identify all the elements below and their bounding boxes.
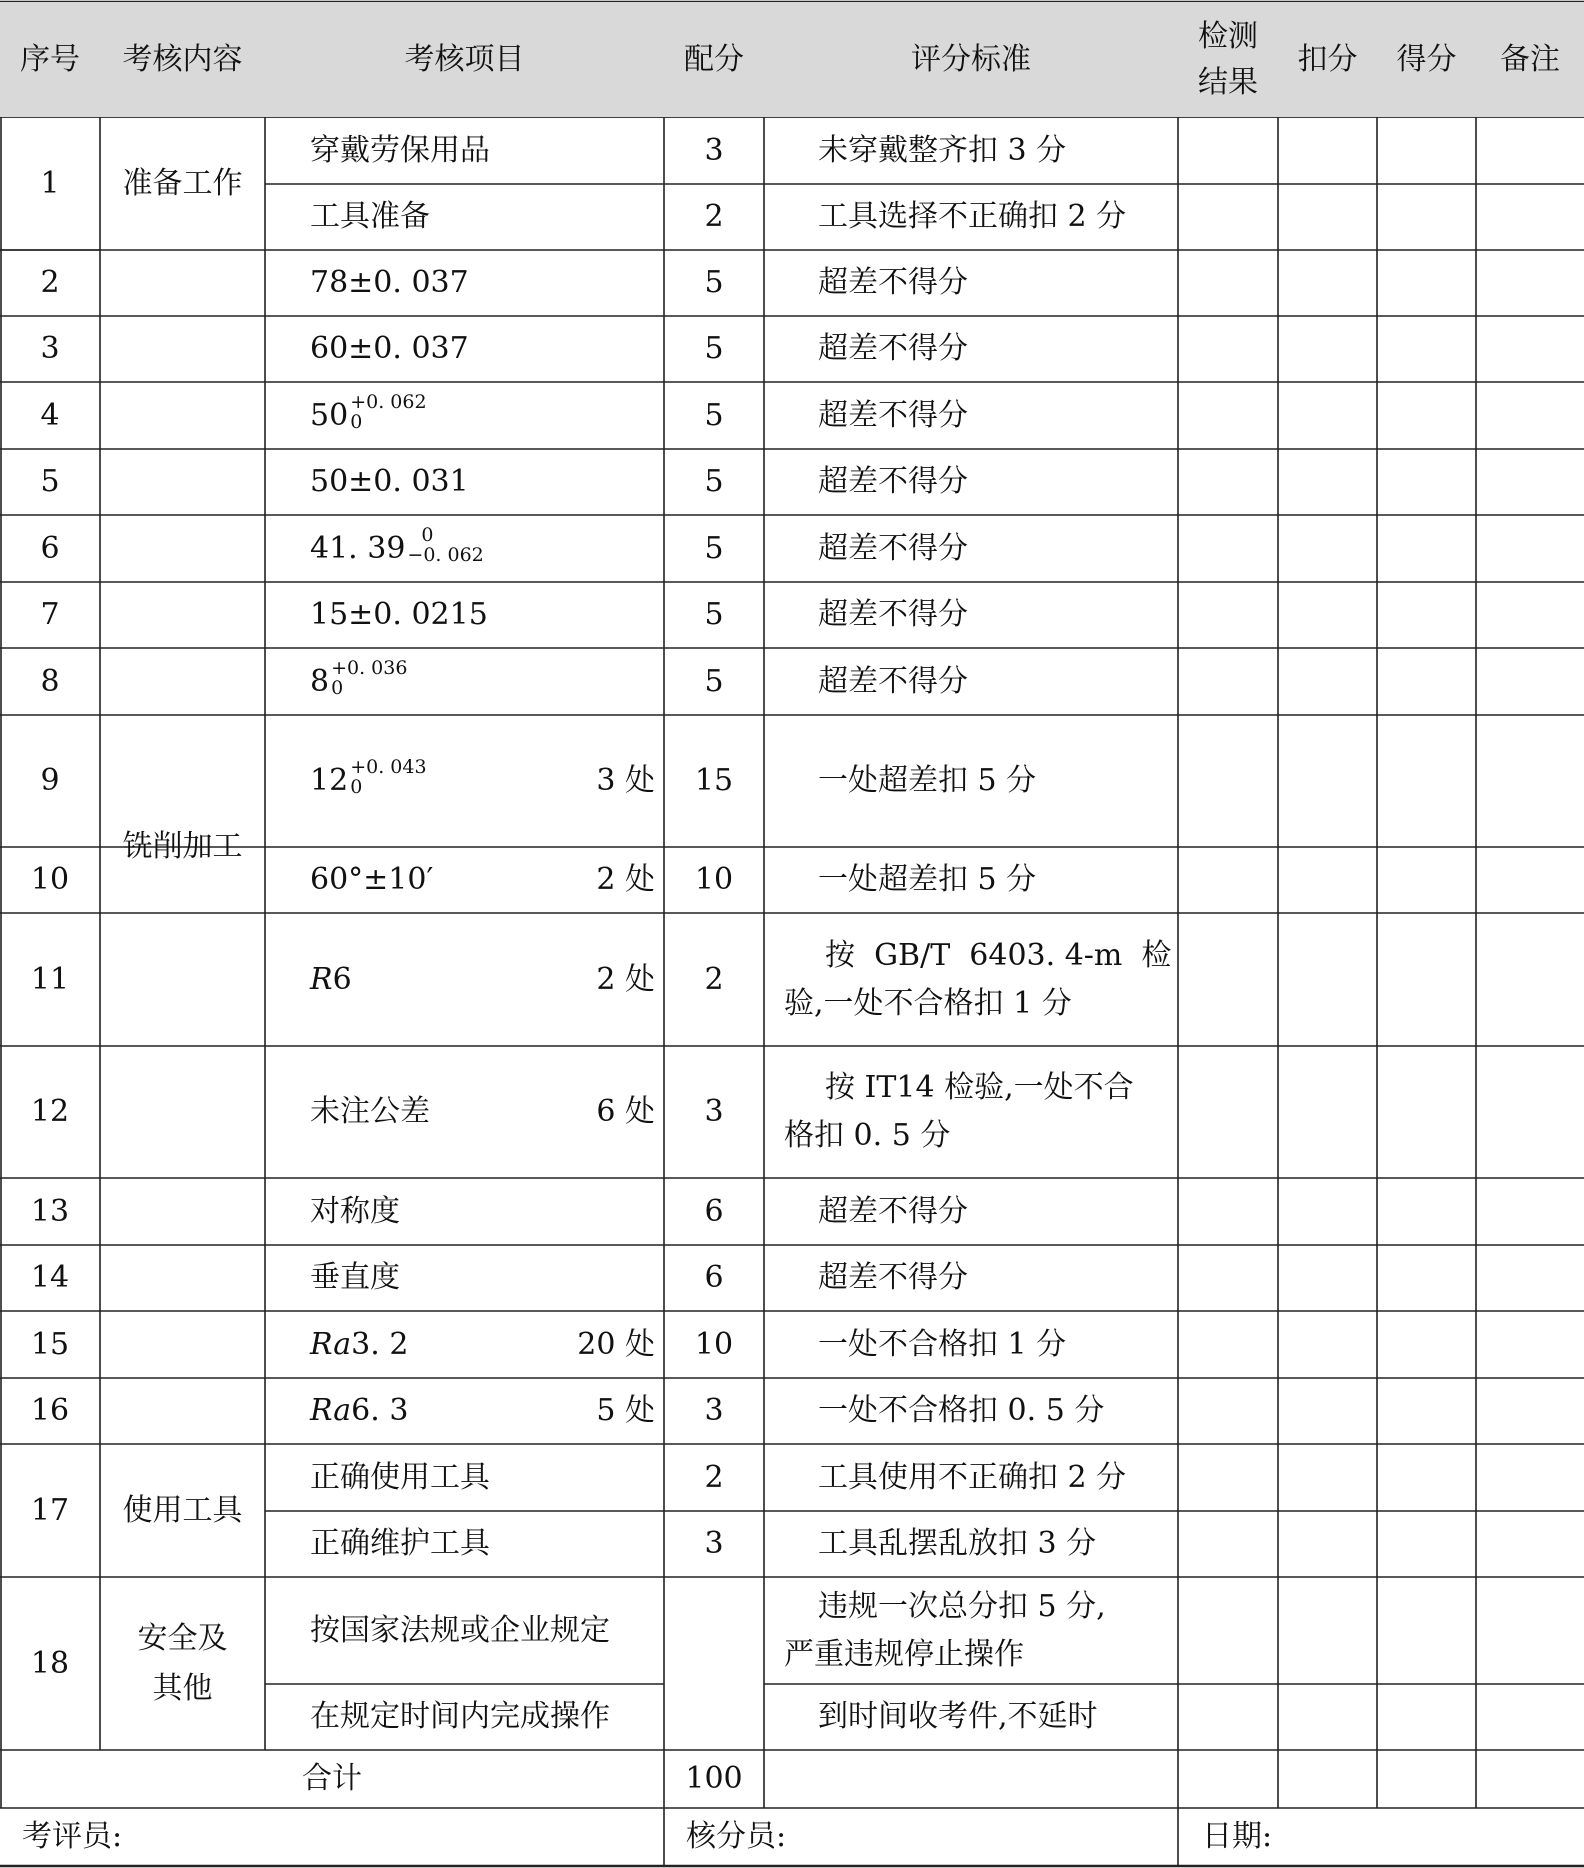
- item-cell: 60±0. 037: [310, 331, 469, 366]
- standard-line: 按 GB/T 6403. 4-m 检: [825, 937, 1172, 973]
- standard-cell: 未穿戴整齐扣 3 分: [818, 132, 1067, 168]
- row-no: 12: [30, 1094, 70, 1129]
- header-note: 备注: [1476, 2, 1584, 117]
- points-cell: 5: [704, 331, 724, 366]
- tolerance: [407, 525, 483, 565]
- count-cell: 5 处: [596, 1393, 655, 1428]
- row-no: 18: [30, 1645, 70, 1681]
- item-base: 12: [310, 763, 349, 798]
- row-no: 17: [30, 1492, 70, 1528]
- header-deduct: 扣分: [1278, 2, 1377, 117]
- row-no: 8: [40, 663, 60, 699]
- header-standard: 评分标准: [764, 2, 1178, 117]
- tolerance-lower: −0. 062: [407, 543, 484, 566]
- row-no: 4: [40, 397, 60, 433]
- tolerance-lower: 0: [350, 410, 363, 433]
- item-cell: 78±0. 037: [310, 265, 469, 300]
- row-no: 15: [30, 1326, 70, 1362]
- points-cell: 2: [704, 199, 724, 234]
- standard-cell: [784, 913, 1174, 1046]
- header-seq: 序号: [0, 2, 100, 117]
- points-cell: 3: [704, 1526, 724, 1561]
- item-cell: 垂直度: [310, 1260, 400, 1295]
- tolerance-upper: +0. 062: [350, 390, 427, 413]
- standard-line: 违规一次总分扣 5 分,: [818, 1588, 1106, 1624]
- standard-cell: 工具使用不正确扣 2 分: [818, 1459, 1127, 1495]
- row-no: 5: [40, 464, 60, 499]
- item-cell: [310, 648, 660, 715]
- group-safety-line2: 其他: [152, 1670, 213, 1706]
- count-cell: 20 处: [577, 1326, 655, 1362]
- count-cell: 6 处: [596, 1094, 655, 1129]
- row-no: 2: [40, 265, 60, 300]
- date-label: 日期:: [1202, 1819, 1273, 1854]
- group-tools: 使用工具: [122, 1492, 243, 1528]
- header-points: 配分: [664, 2, 764, 117]
- item-cell: [310, 382, 660, 449]
- item-value: 3. 2: [351, 1326, 409, 1362]
- standard-cell: 一处不合格扣 0. 5 分: [818, 1393, 1105, 1428]
- item-cell: 15±0. 0215: [310, 597, 488, 632]
- standard-cell: 超差不得分: [818, 597, 968, 632]
- standard-cell: 一处超差扣 5 分: [818, 763, 1037, 798]
- points-cell: 3: [704, 1094, 724, 1129]
- item-italic: Ra: [310, 1326, 352, 1362]
- item-cell: 60°±10′: [310, 862, 434, 897]
- tolerance-lower: 0: [331, 676, 344, 699]
- scorer-label: 核分员:: [686, 1819, 787, 1854]
- tolerance-lower: 0: [350, 776, 363, 798]
- item-cell: 未注公差: [310, 1094, 430, 1129]
- header-result: [1178, 2, 1278, 117]
- row-no: 16: [30, 1393, 70, 1428]
- standard-cell: 超差不得分: [818, 1193, 968, 1229]
- points-cell: 5: [704, 597, 724, 632]
- item-cell: 工具准备: [310, 199, 430, 234]
- points-cell: 3: [704, 132, 724, 168]
- points-cell: 5: [704, 464, 724, 499]
- item-cell: [310, 515, 660, 582]
- row-no: 7: [40, 597, 60, 632]
- points-cell: 5: [704, 663, 724, 699]
- tolerance-upper: +0. 043: [350, 756, 427, 778]
- standard-cell: 到时间收考件,不延时: [818, 1699, 1098, 1734]
- item-value: 6. 3: [351, 1393, 409, 1428]
- points-cell: 2: [704, 961, 724, 997]
- count-cell: 2 处: [596, 961, 655, 997]
- points-cell: 6: [704, 1193, 724, 1229]
- tolerance: [350, 757, 426, 797]
- item-cell: 正确使用工具: [310, 1459, 490, 1495]
- standard-cell: 超差不得分: [818, 331, 968, 366]
- standard-line: 按 IT14 检验,一处不合: [825, 1070, 1134, 1105]
- standard-line: 严重违规停止操作: [784, 1636, 1024, 1672]
- standard-cell: 一处不合格扣 1 分: [818, 1326, 1067, 1362]
- standard-line: 格扣 0. 5 分: [784, 1118, 951, 1153]
- standard-cell: 超差不得分: [818, 663, 968, 699]
- standard-cell: 超差不得分: [818, 464, 968, 499]
- standard-line: 验,一处不合格扣 1 分: [784, 985, 1072, 1021]
- standard-cell: [784, 1577, 1174, 1684]
- points-cell: 6: [704, 1260, 724, 1295]
- group-safety-line1: 安全及: [137, 1620, 228, 1656]
- examiner-label: 考评员:: [22, 1819, 123, 1854]
- item-base: 50: [310, 397, 349, 433]
- item-value: 6: [332, 961, 352, 997]
- tolerance: [331, 658, 407, 698]
- item-base: 41. 39: [310, 530, 406, 566]
- item-cell: 穿戴劳保用品: [310, 132, 490, 168]
- item-cell: 50±0. 031: [310, 464, 469, 499]
- standard-cell: 超差不得分: [818, 397, 968, 433]
- item-italic: Ra: [310, 1393, 352, 1428]
- row-no: 11: [30, 961, 70, 997]
- points-cell: 5: [704, 397, 724, 433]
- row-no: 14: [30, 1260, 70, 1295]
- points-cell: 3: [704, 1393, 724, 1428]
- standard-cell: 一处超差扣 5 分: [818, 862, 1037, 897]
- header-score: 得分: [1377, 2, 1476, 117]
- row-no: 3: [40, 331, 60, 366]
- item-cell: 在规定时间内完成操作: [310, 1699, 610, 1734]
- tolerance-upper: 0: [421, 523, 434, 546]
- row-no: 6: [40, 530, 60, 566]
- tolerance-upper: +0. 036: [331, 656, 408, 679]
- points-cell: 10: [694, 1326, 734, 1362]
- header-result-line2: 结果: [1198, 64, 1258, 100]
- total-points: 100: [685, 1761, 743, 1796]
- header-item: 考核项目: [265, 2, 664, 117]
- points-cell: 5: [704, 530, 724, 566]
- row-no: 13: [30, 1193, 70, 1229]
- header-result-line1: 检测: [1198, 18, 1258, 54]
- standard-cell: 工具选择不正确扣 2 分: [818, 199, 1127, 234]
- standard-cell: 工具乱摆乱放扣 3 分: [818, 1526, 1097, 1561]
- group-prep: 准备工作: [122, 165, 243, 201]
- item-cell: 正确维护工具: [310, 1526, 490, 1561]
- points-cell: 10: [694, 862, 734, 897]
- count-cell: 2 处: [596, 862, 655, 897]
- item-base: 8: [310, 663, 330, 699]
- group-milling: 铣削加工: [122, 829, 243, 864]
- standard-cell: 超差不得分: [818, 1260, 968, 1295]
- row-no: 9: [40, 763, 60, 798]
- row-no: 1: [40, 165, 60, 201]
- item-cell: 对称度: [310, 1193, 400, 1229]
- item-cell: 按国家法规或企业规定: [310, 1612, 610, 1648]
- points-cell: 15: [694, 763, 734, 798]
- item-italic: R: [310, 961, 333, 997]
- total-label: 合计: [302, 1761, 362, 1796]
- points-cell: 5: [704, 265, 724, 300]
- header-content: 考核内容: [100, 2, 265, 117]
- row-no: 10: [30, 862, 70, 897]
- standard-cell: 超差不得分: [818, 265, 968, 300]
- group-safety: [100, 1577, 265, 1750]
- standard-cell: [784, 1046, 1174, 1178]
- points-cell: 2: [704, 1459, 724, 1495]
- tolerance: [350, 392, 426, 432]
- standard-cell: 超差不得分: [818, 530, 968, 566]
- count-cell: 3 处: [596, 763, 655, 798]
